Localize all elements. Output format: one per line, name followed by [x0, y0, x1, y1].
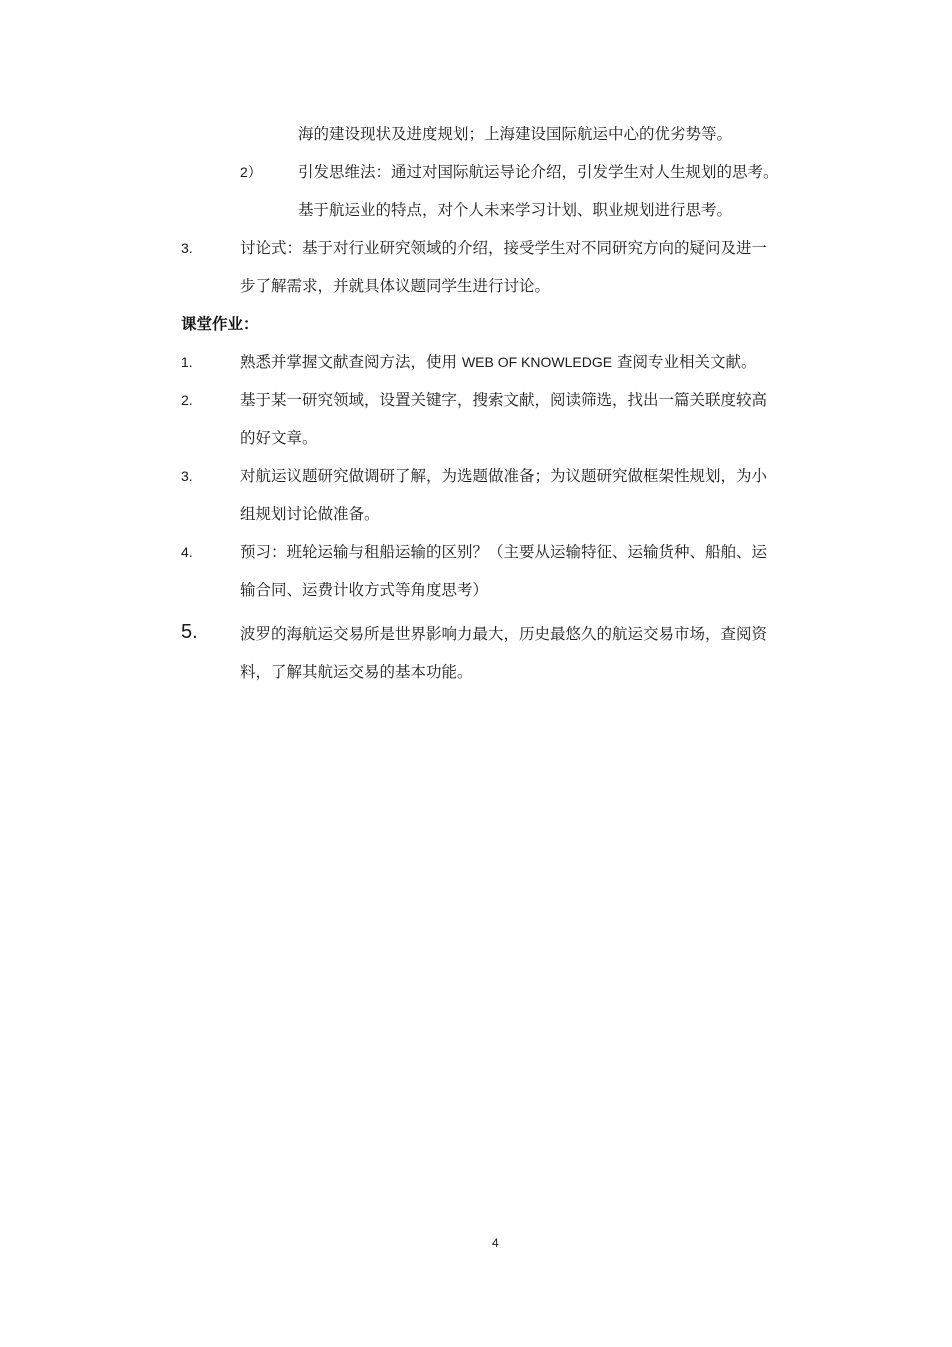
intro-sub2-line1: 引发思维法：通过对国际航运导论介绍，引发学生对人生规划的思考。 — [298, 163, 779, 181]
homework-item4-line1: 预习：班轮运输与租船运输的区别？（主要从运输特征、运输货种、船舶、运 — [240, 543, 768, 561]
intro-item3-line1: 讨论式：基于对行业研究领域的介绍，接受学生对不同研究方向的疑问及进一 — [240, 239, 768, 257]
homework-heading: 课堂作业： — [181, 315, 259, 333]
homework-item5-number: 5. — [181, 621, 198, 643]
page-number: 4 — [492, 1236, 499, 1250]
homework-item1-latin: WEB OF KNOWLEDGE — [461, 354, 613, 370]
homework-item2-line1: 基于某一研究领域，设置关键字，搜索文献，阅读筛选，找出一篇关联度较高 — [240, 391, 768, 409]
homework-item1-line1 — [240, 352, 757, 372]
homework-item1-text-post: 查阅专业相关文献。 — [612, 353, 757, 371]
intro-sub2-number: 2） — [240, 164, 262, 180]
homework-item2-number: 2. — [181, 392, 193, 408]
homework-item4-line2: 输合同、运费计收方式等角度思考） — [240, 581, 489, 599]
homework-item3-number: 3. — [181, 468, 193, 484]
homework-item3-line1: 对航运议题研究做调研了解，为选题做准备；为议题研究做框架性规划，为小 — [240, 467, 768, 485]
homework-item2-line2: 的好文章。 — [240, 429, 318, 447]
intro-sub2-line2: 基于航运业的特点，对个人未来学习计划、职业规划进行思考。 — [298, 201, 733, 219]
homework-item5-line1: 波罗的海航运交易所是世界影响力最大，历史最悠久的航运交易市场，查阅资 — [240, 625, 768, 643]
intro-continuation-line: 海的建设现状及进度规划；上海建设国际航运中心的优劣势等。 — [298, 125, 733, 143]
homework-item5-line2: 料，了解其航运交易的基本功能。 — [240, 663, 473, 681]
homework-item4-number: 4. — [181, 544, 193, 560]
homework-item1-text-pre: 熟悉并掌握文献查阅方法，使用 — [240, 353, 462, 371]
homework-item3-line2: 组规划讨论做准备。 — [240, 505, 380, 523]
homework-item1-number: 1. — [181, 354, 193, 370]
intro-item3-number: 3. — [181, 240, 193, 256]
intro-item3-line2: 步了解需求，并就具体议题同学生进行讨论。 — [240, 277, 551, 295]
